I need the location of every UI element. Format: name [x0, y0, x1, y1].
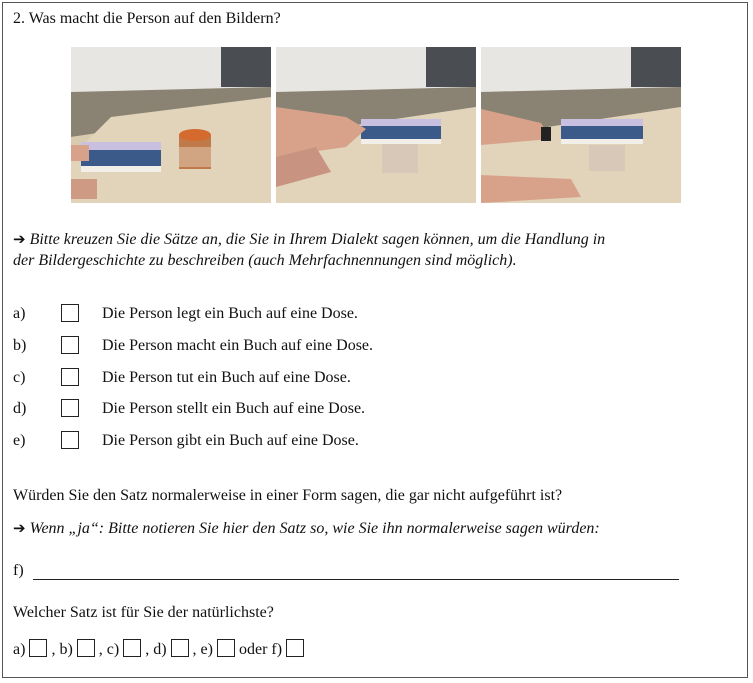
option-e-letter: e)	[13, 432, 26, 449]
option-c-text: Die Person tut ein Buch auf eine Dose.	[102, 369, 351, 386]
natural-choice-d-label: , d)	[145, 641, 167, 658]
instruction-line-1: ➔ Bitte kreuzen Sie die Sätze an, die Sie in Ihrem Dialekt sagen können, um die Handlung in	[13, 230, 606, 248]
photo-step-2	[276, 47, 476, 203]
photo-step-1	[71, 47, 271, 203]
natural-choice-c-checkbox[interactable]	[123, 639, 141, 657]
option-b-checkbox[interactable]	[61, 336, 79, 354]
photo-step-3	[481, 47, 681, 203]
option-c-checkbox[interactable]	[61, 368, 79, 386]
natural-choice-d-checkbox[interactable]	[171, 639, 189, 657]
natural-choice-e-label: , e)	[192, 641, 213, 658]
option-a-letter: a)	[13, 305, 26, 322]
instruction-line-2: der Bildergeschichte zu beschreiben (auch Mehrfachnennungen sind möglich).	[13, 252, 517, 269]
natural-choice-f-label: oder f)	[238, 641, 283, 658]
option-d-checkbox[interactable]	[61, 399, 79, 417]
natural-choice-a-checkbox[interactable]	[29, 639, 47, 657]
option-e-checkbox[interactable]	[61, 431, 79, 449]
natural-choice-row	[13, 639, 304, 660]
option-a-text: Die Person legt ein Buch auf eine Dose.	[102, 305, 358, 322]
option-e-text: Die Person gibt ein Buch auf eine Dose.	[102, 432, 359, 449]
option-b-text: Die Person macht ein Buch auf eine Dose.	[102, 337, 374, 354]
natural-choice-b-label: , b)	[51, 641, 73, 658]
option-a-checkbox[interactable]	[61, 304, 79, 322]
natural-choice-c-label: , c)	[98, 641, 120, 658]
free-text-line-input[interactable]	[33, 579, 679, 580]
natural-choice-a-label: a)	[13, 641, 26, 658]
natural-question: Welcher Satz ist für Sie der natürlichste?	[13, 604, 274, 621]
arrow-right-icon: ➔	[13, 519, 26, 537]
natural-choice-f-checkbox[interactable]	[286, 639, 304, 657]
question-title: 2. Was macht die Person auf den Bildern?	[13, 10, 281, 27]
option-d-text: Die Person stellt ein Buch auf eine Dose.	[102, 400, 366, 417]
option-c-letter: c)	[13, 369, 26, 386]
other-form-instruction: ➔ Wenn „ja“: Bitte notieren Sie hier den Satz so, wie Sie ihn normalerweise sagen würden:	[13, 519, 600, 537]
option-d-letter: d)	[13, 400, 27, 417]
option-b-letter: b)	[13, 337, 27, 354]
natural-choice-e-checkbox[interactable]	[217, 639, 235, 657]
natural-choice-b-checkbox[interactable]	[77, 639, 95, 657]
free-field-label: f)	[13, 562, 24, 579]
questionnaire-page	[2, 2, 748, 678]
other-form-question: Würden Sie den Satz normalerweise in einer Form sagen, die gar nicht aufgeführt ist?	[13, 487, 563, 504]
arrow-right-icon: ➔	[13, 230, 26, 248]
